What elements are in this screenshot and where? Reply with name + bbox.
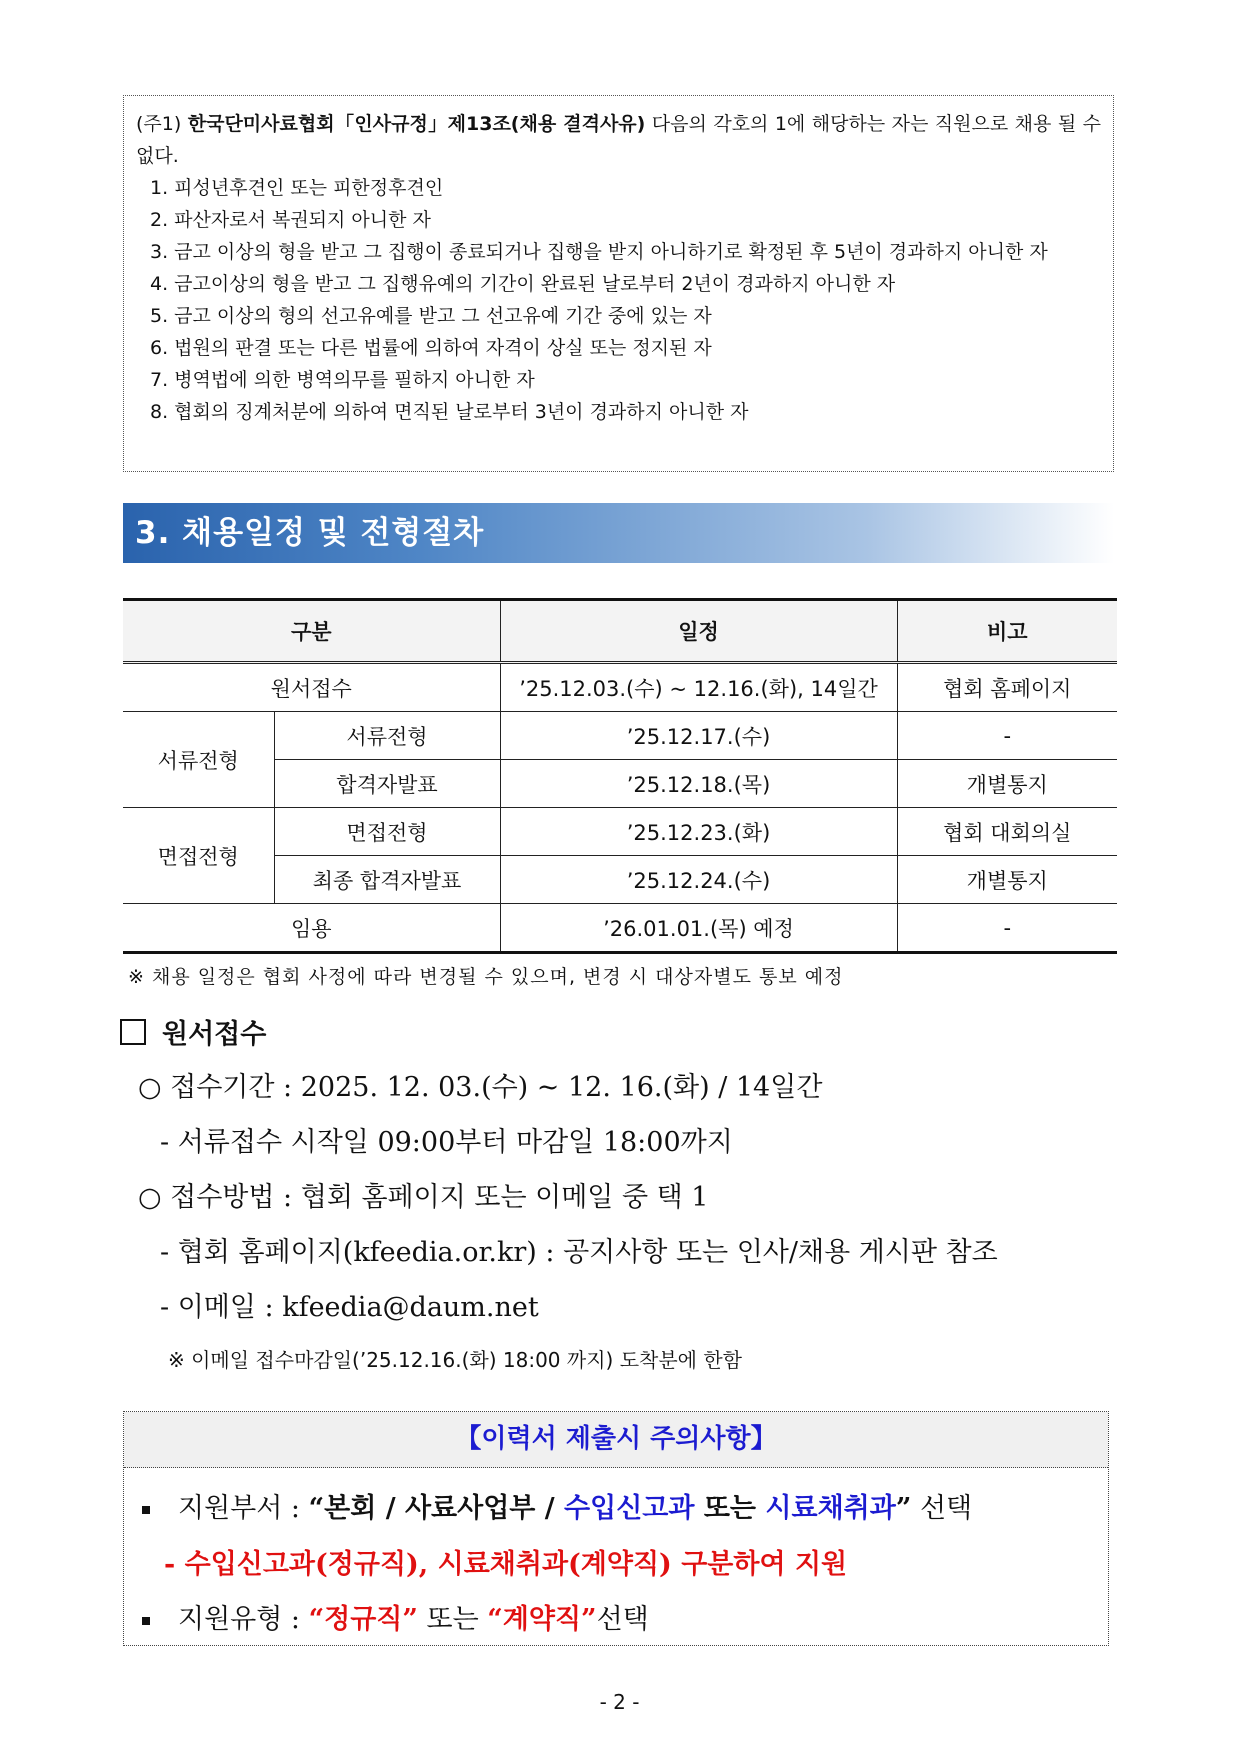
header-schedule: 일정 — [500, 600, 897, 663]
quote-open: “ — [308, 1493, 325, 1524]
type-suffix: 선택 — [596, 1604, 649, 1635]
section-title: 3. 채용일정 및 전형절차 — [135, 515, 485, 551]
bullet-icon — [142, 1506, 150, 1514]
row-label: 원서접수 — [123, 663, 500, 712]
row-note: 협회 홈페이지 — [897, 663, 1117, 712]
disqualification-note-box — [123, 95, 1114, 472]
list-item: 1. 피성년후견인 또는 피한정후견인 — [150, 177, 444, 199]
application-period: ○ 접수기간 : 2025. 12. 03.(수) ~ 12. 16.(화) / 14일간 — [138, 1072, 823, 1103]
department-sampling: 시료채취과 — [765, 1493, 896, 1524]
row-note: - — [897, 904, 1117, 953]
schedule-footnote: ※ 채용 일정은 협회 사정에 따라 변경될 수 있으며, 변경 시 대상자별도 통보 예정 — [128, 966, 844, 988]
schedule-table — [123, 598, 1117, 954]
type-prefix: 지원유형 : — [178, 1604, 309, 1635]
page-number: - 2 - — [599, 1690, 640, 1714]
row-date: ’25.12.18.(목) — [500, 760, 897, 808]
list-item: 7. 병역법에 의한 병역의무를 필하지 아니한 자 — [150, 369, 535, 391]
table-row — [123, 904, 1117, 953]
application-method: ○ 접수방법 : 협회 홈페이지 또는 이메일 중 택 1 — [138, 1182, 709, 1213]
table-row — [123, 808, 1117, 856]
row-sublabel: 면접전형 — [274, 808, 500, 856]
row-date: ’26.01.01.(목) 예정 — [500, 904, 897, 953]
note-intro-text: 다음의 각호의 1에 해당하는 자는 직원으로 채용 될 수 없다. — [136, 113, 1101, 167]
row-date: ’25.12.24.(수) — [500, 856, 897, 904]
caution-title: 【이력서 제출시 주의사항】 — [124, 1412, 1108, 1468]
row-date: ’25.12.23.(화) — [500, 808, 897, 856]
list-item: 5. 금고 이상의 형의 선고유예를 받고 그 선고유예 기간 중에 있는 자 — [150, 305, 712, 327]
list-item: 3. 금고 이상의 형을 받고 그 집행이 종료되거나 집행을 받지 아니하기로 확정된 후 5년이 경과하지 아니한 자 — [150, 241, 1048, 263]
department-suffix: 선택 — [911, 1493, 973, 1524]
bullet-icon — [142, 1617, 150, 1625]
row-date: ’25.12.17.(수) — [500, 712, 897, 760]
row-label: 임용 — [123, 904, 500, 953]
list-item: 4. 금고이상의 형을 받고 그 집행유예의 기간이 완료된 날로부터 2년이 경과하지 아니한 자 — [150, 273, 896, 295]
row-date: ’25.12.03.(수) ~ 12.16.(화), 14일간 — [500, 663, 897, 712]
caution-box — [123, 1411, 1109, 1646]
department-or: 또는 — [694, 1493, 766, 1524]
row-note: 협회 대회의실 — [897, 808, 1117, 856]
row-note: - — [897, 712, 1117, 760]
department-import: 수입신고과 — [564, 1493, 695, 1524]
disqualification-list — [136, 172, 1101, 428]
caution-department-line — [142, 1486, 972, 1525]
header-remarks: 비고 — [897, 600, 1117, 663]
quote-close: ” — [895, 1493, 912, 1524]
square-bullet-icon — [120, 1019, 146, 1045]
group-label: 서류전형 — [123, 712, 274, 808]
department-prefix: 지원부서 : — [178, 1493, 309, 1524]
row-note: 개별통지 — [897, 760, 1117, 808]
application-email: - 이메일 : kfeedia@daum.net — [160, 1292, 539, 1323]
list-item: 6. 법원의 판결 또는 다른 법률에 의하여 자격이 상실 또는 정지된 자 — [150, 337, 712, 359]
caution-division-line: - 수입신고과(정규직), 시료채취과(계약직) 구분하여 지원 — [164, 1549, 848, 1580]
application-heading — [120, 1012, 266, 1051]
table-row — [123, 663, 1117, 712]
row-sublabel: 최종 합격자발표 — [274, 856, 500, 904]
note-prefix: (주1) — [136, 113, 188, 135]
note-regulation-title: 한국단미사료협회「인사규정」제13조(채용 결격사유) — [187, 113, 646, 135]
table-row — [123, 712, 1117, 760]
email-deadline-note: ※ 이메일 접수마감일(’25.12.16.(화) 18:00 까지) 도착분에 한함 — [168, 1348, 742, 1372]
list-item: 8. 협회의 징계처분에 의하여 면직된 날로부터 3년이 경과하지 아니한 자 — [150, 401, 749, 423]
type-regular: “정규직” — [308, 1604, 418, 1635]
row-sublabel: 서류전형 — [274, 712, 500, 760]
type-contract: “계약직” — [487, 1604, 597, 1635]
application-period-detail: - 서류접수 시작일 09:00부터 마감일 18:00까지 — [160, 1127, 733, 1158]
type-or: 또는 — [417, 1604, 488, 1635]
group-label: 면접전형 — [123, 808, 274, 904]
row-sublabel: 합격자발표 — [274, 760, 500, 808]
application-heading-text: 원서접수 — [162, 1019, 267, 1050]
row-note: 개별통지 — [897, 856, 1117, 904]
note-intro — [136, 108, 1101, 172]
table-header-row — [123, 600, 1117, 663]
section-header — [123, 503, 1114, 563]
list-item: 2. 파산자로서 복권되지 아니한 자 — [150, 209, 431, 231]
caution-type-line — [142, 1597, 649, 1636]
department-part1: 본회 / 사료사업부 / — [324, 1493, 565, 1524]
header-category: 구분 — [123, 600, 500, 663]
application-homepage: - 협회 홈페이지(kfeedia.or.kr) : 공지사항 또는 인사/채용 게시판 참조 — [160, 1237, 998, 1268]
